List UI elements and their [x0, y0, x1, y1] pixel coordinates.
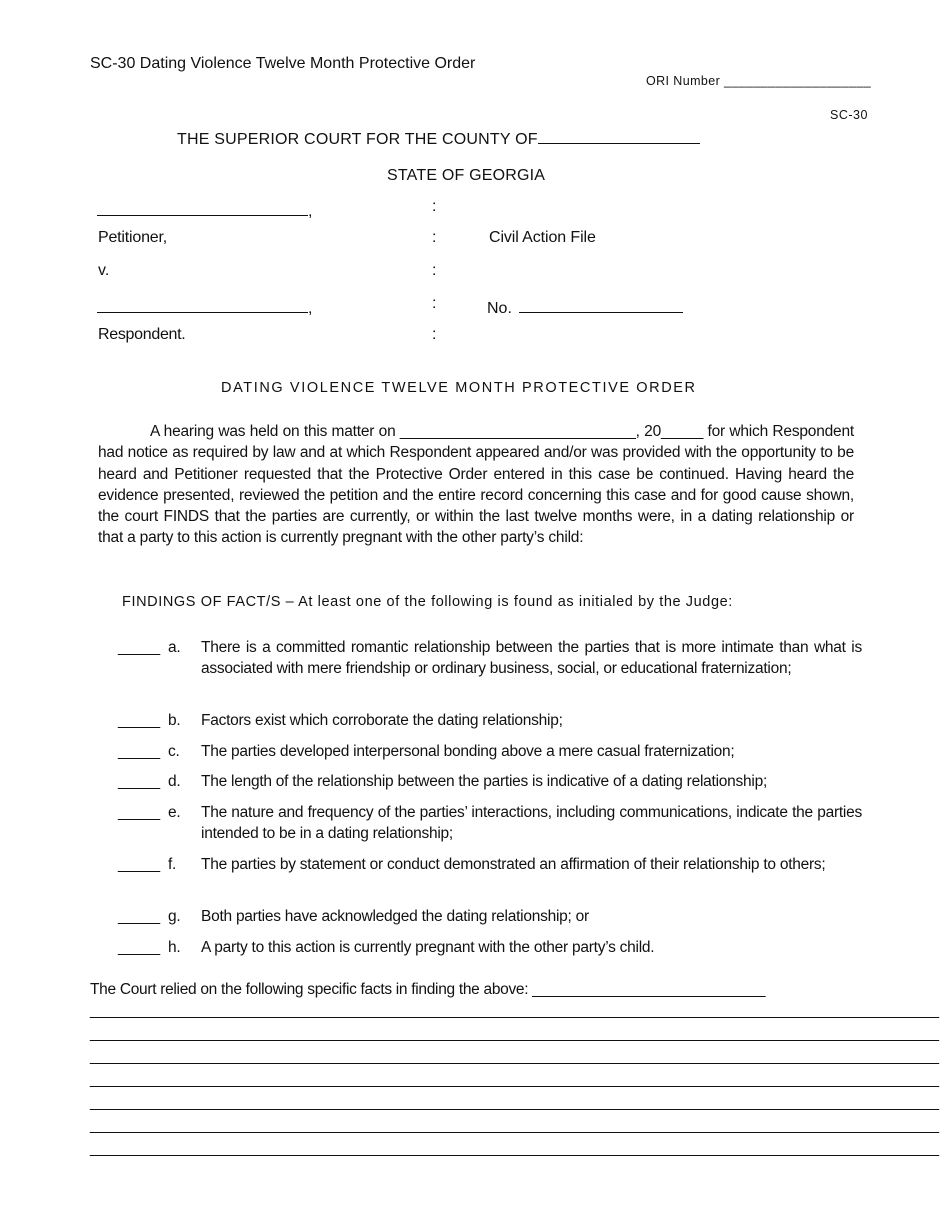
initial-blank[interactable]: _____ — [118, 908, 160, 925]
relied-facts-label: The Court relied on the following specific facts in finding the above: — [90, 981, 529, 998]
state-name: STATE OF GEORGIA — [387, 167, 546, 184]
item-text: A party to this action is currently pregnant with the other party’s child. — [201, 939, 655, 956]
respondent-label: Respondent. — [98, 326, 186, 343]
initial-blank[interactable]: _____ — [118, 804, 160, 821]
finding-item-c — [118, 741, 862, 762]
hearing-year-blank[interactable]: _____ — [661, 423, 704, 440]
facts-blank-line[interactable]: ______________________________________________________________________________________________________ — [90, 1094, 939, 1111]
finding-item-b — [118, 710, 862, 731]
item-text: The nature and frequency of the parties’ interactions, including communications, indicate the parties intended to be in a dating relationship; — [201, 804, 862, 843]
finding-item-g — [118, 906, 862, 927]
order-title: DATING VIOLENCE TWELVE MONTH PROTECTIVE ORDER — [221, 380, 697, 396]
caption-colon: : — [432, 262, 437, 279]
item-text: Both parties have acknowledged the dating relationship; or — [201, 908, 589, 925]
hearing-date-blank[interactable]: ____________________________ — [399, 423, 636, 440]
findings-heading: FINDINGS OF FACT/S – At least one of the following is found as initialed by the Judge: — [122, 594, 733, 610]
respondent-name-blank[interactable] — [97, 295, 308, 313]
hearing-text-1: A hearing was held on this matter on — [150, 423, 396, 440]
civil-action-label: Civil Action File — [489, 229, 596, 246]
form-title: SC-30 Dating Violence Twelve Month Protective Order — [90, 55, 476, 72]
finding-item-d — [118, 771, 862, 792]
item-text: The parties by statement or conduct demonstrated an affirmation of their relationship to others; — [201, 856, 826, 873]
versus-label: v. — [98, 262, 110, 279]
petitioner-name-field[interactable] — [97, 198, 312, 221]
case-number-field[interactable] — [487, 295, 683, 318]
relied-facts-first-blank[interactable]: ____________________________ — [532, 981, 766, 998]
finding-item-f — [118, 854, 862, 875]
facts-blank-line[interactable]: ______________________________________________________________________________________________________ — [90, 1025, 939, 1042]
item-text: Factors exist which corroborate the dating relationship; — [201, 712, 563, 729]
item-letter: e. — [168, 804, 181, 821]
respondent-name-field[interactable] — [97, 295, 312, 318]
facts-blank-line[interactable]: ______________________________________________________________________________________________________ — [90, 1071, 939, 1088]
item-letter: a. — [168, 639, 181, 656]
court-name-line — [177, 126, 700, 149]
caption-colon: : — [432, 326, 437, 343]
initial-blank[interactable]: _____ — [118, 939, 160, 956]
facts-blank-line[interactable]: ______________________________________________________________________________________________________ — [90, 1048, 939, 1065]
item-letter: f. — [168, 856, 177, 873]
form-code: SC-30 — [830, 108, 868, 122]
caption-colon: : — [432, 295, 437, 312]
case-number-label: No. — [487, 300, 512, 317]
item-text: There is a committed romantic relationship between the parties that is more intimate than what is associated with mere friendship or ordinary business, social, or educational fraternization; — [201, 639, 862, 678]
initial-blank[interactable]: _____ — [118, 856, 160, 873]
item-letter: g. — [168, 908, 181, 925]
item-letter: d. — [168, 773, 181, 790]
caption-colon: : — [432, 229, 437, 246]
initial-blank[interactable]: _____ — [118, 743, 160, 760]
initial-blank[interactable]: _____ — [118, 639, 160, 656]
item-letter: c. — [168, 743, 180, 760]
finding-item-h — [118, 937, 862, 958]
ori-number-blank: ____________________ — [724, 74, 872, 88]
ori-number-field[interactable] — [646, 74, 871, 88]
ori-number-label: ORI Number — [646, 74, 721, 88]
case-number-blank[interactable] — [519, 295, 683, 313]
finding-item-e — [118, 802, 862, 845]
hearing-text-3: for which Respondent had notice as required by law and at which Respondent appeared and/or was provided with the opportunity to be heard and Petitioner requested that the Protective Order entered in this case be continued. Having heard the evidence presented, reviewed the petition and the entire record concerning this case and for good cause shown, the court FINDS that the parties are currently, or within the last twelve months were, in a dating relationship or that a party to this action is currently pregnant with the other party’s child: — [98, 423, 854, 547]
hearing-paragraph — [98, 421, 854, 549]
facts-blank-line[interactable]: ______________________________________________________________________________________________________ — [90, 1002, 939, 1019]
hearing-text-2: , 20 — [635, 423, 662, 440]
court-name: THE SUPERIOR COURT FOR THE COUNTY OF — [177, 131, 538, 148]
finding-item-a — [118, 637, 862, 680]
item-text: The parties developed interpersonal bonding above a mere casual fraternization; — [201, 743, 735, 760]
petitioner-label: Petitioner, — [98, 229, 167, 246]
item-letter: h. — [168, 939, 181, 956]
county-blank[interactable] — [538, 126, 700, 144]
comma: , — [308, 300, 313, 317]
facts-blank-line[interactable]: ______________________________________________________________________________________________________ — [90, 1140, 939, 1157]
facts-blank-line[interactable]: ______________________________________________________________________________________________________ — [90, 1117, 939, 1134]
relied-facts-line — [90, 981, 765, 999]
item-text: The length of the relationship between the parties is indicative of a dating relationship; — [201, 773, 768, 790]
comma: , — [308, 203, 313, 220]
item-letter: b. — [168, 712, 181, 729]
caption-colon: : — [432, 198, 437, 215]
initial-blank[interactable]: _____ — [118, 773, 160, 790]
initial-blank[interactable]: _____ — [118, 712, 160, 729]
petitioner-name-blank[interactable] — [97, 198, 308, 216]
